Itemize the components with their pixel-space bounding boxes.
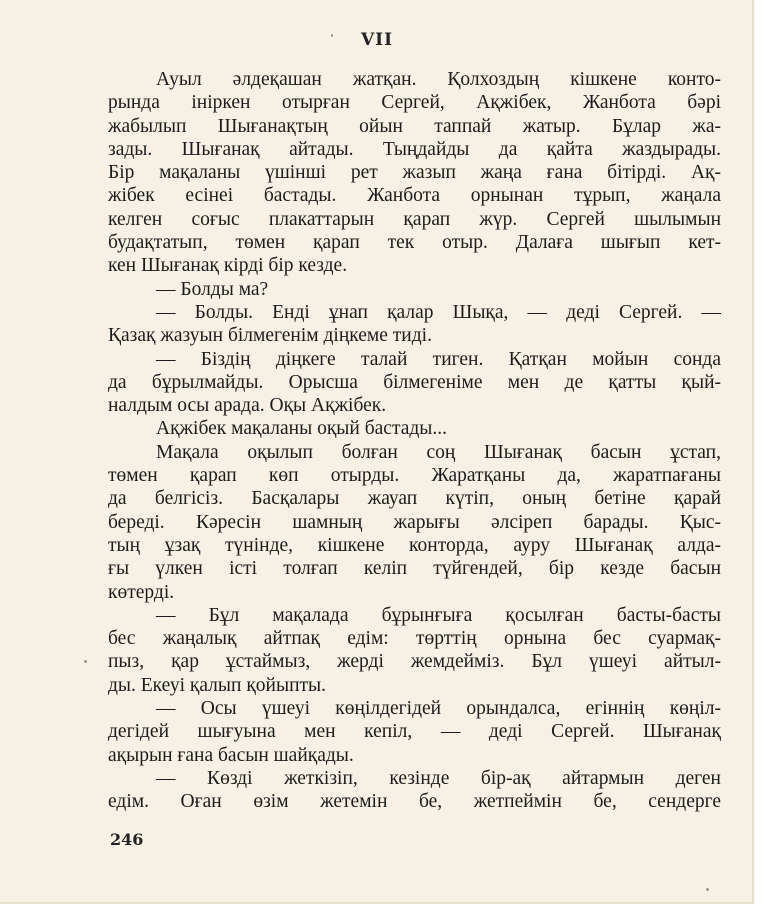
body-text	[108, 68, 721, 814]
text-line: Қазақ жазуын білмегенім діңкеме тиді.	[108, 325, 432, 347]
text-line: едім. Оған өзім жетемін бе, жетпеймін бе, сендерге	[108, 791, 721, 813]
text-line: пыз, қар ұстаймыз, жерді жемдейміз. Бұл үшеуі айтыл-	[108, 651, 721, 673]
paper-speck	[331, 34, 333, 37]
paper-speck	[84, 660, 87, 663]
paper-speck	[706, 888, 709, 891]
page-number: 246	[110, 830, 144, 849]
text-line: бес жаңалық айтпақ едім: төрттің орнына бес суармақ-	[108, 628, 721, 650]
text-line: — Болды. Енді ұнап қалар Шықа, — деді Сергей. —	[156, 301, 721, 323]
text-line: тың ұзақ түнінде, кішкене конторда, ауру Шығанақ алда-	[108, 534, 721, 556]
text-line: ақырын ғана басын шайқады.	[108, 744, 354, 766]
text-line: береді. Кәресін шамның жарығы әлсіреп барады. Қыс-	[108, 511, 721, 533]
text-line: көтерді.	[108, 581, 175, 603]
text-line: ды. Екеуі қалып қойыпты.	[108, 674, 327, 696]
text-line: — Бұл мақалада бұрынғыға қосылған басты-басты	[156, 604, 721, 626]
text-line: келген соғыс плакаттарын қарап жүр. Сергей шылымын	[108, 208, 721, 230]
text-line: — Болды ма?	[156, 278, 269, 300]
text-line: ғы үлкен істі толғап келіп түйгендей, бір кезде басын	[108, 558, 721, 580]
text-line: — Біздің діңкеге талай тиген. Қатқан мойын сонда	[156, 348, 721, 370]
text-line: зады. Шығанақ айтады. Тыңдайды да қайта жаздырады.	[108, 138, 721, 160]
text-line: төмен қарап көп отырды. Жаратқаны да, жаратпағаны	[108, 465, 721, 487]
chapter-heading: VII	[360, 30, 394, 50]
text-line: Бір мақаланы үшінші рет жазып жаңа ғана бітірді. Ақ-	[108, 162, 721, 184]
text-line: жібек есінеі бастады. Жанбота орнынан тұрып, жаңала	[108, 185, 721, 207]
text-line: налдым осы арада. Оқы Ақжібек.	[108, 395, 387, 417]
text-line: — Осы үшеуі көңілдегідей орындалса, егіннің көңіл-	[156, 698, 721, 720]
text-line: Ауыл әлдеқашан жатқан. Қолхоздың кішкене конто-	[156, 69, 721, 90]
text-line: кен Шығанақ кірді бір кезде.	[108, 255, 348, 277]
text-line: Ақжібек мақаланы оқый бастады...	[156, 418, 448, 440]
text-line: будақтатып, төмен қарап тек отыр. Далаға шығып кет-	[108, 232, 721, 254]
text-line: дегідей шығуына мен кепіл, — деді Сергей. Шығанақ	[108, 721, 721, 743]
text-line: жабылып Шығанақтың ойын таппай жатыр. Бұлар жа-	[108, 115, 721, 137]
text-line: Мақала оқылып болған соң Шығанақ басын ұстап,	[156, 441, 721, 463]
text-line: да белгісіз. Басқалары жауап күтіп, оның бетіне қарай	[108, 488, 721, 510]
text-line: — Көзді жеткізіп, кезінде бір-ақ айтармын деген	[156, 767, 721, 789]
text-line: рында ініркен отырған Сергей, Ақжібек, Жанбота бәрі	[108, 92, 721, 114]
text-line: да бұрылмайды. Орысша білмегеніме мен де қатты қый-	[108, 371, 721, 393]
